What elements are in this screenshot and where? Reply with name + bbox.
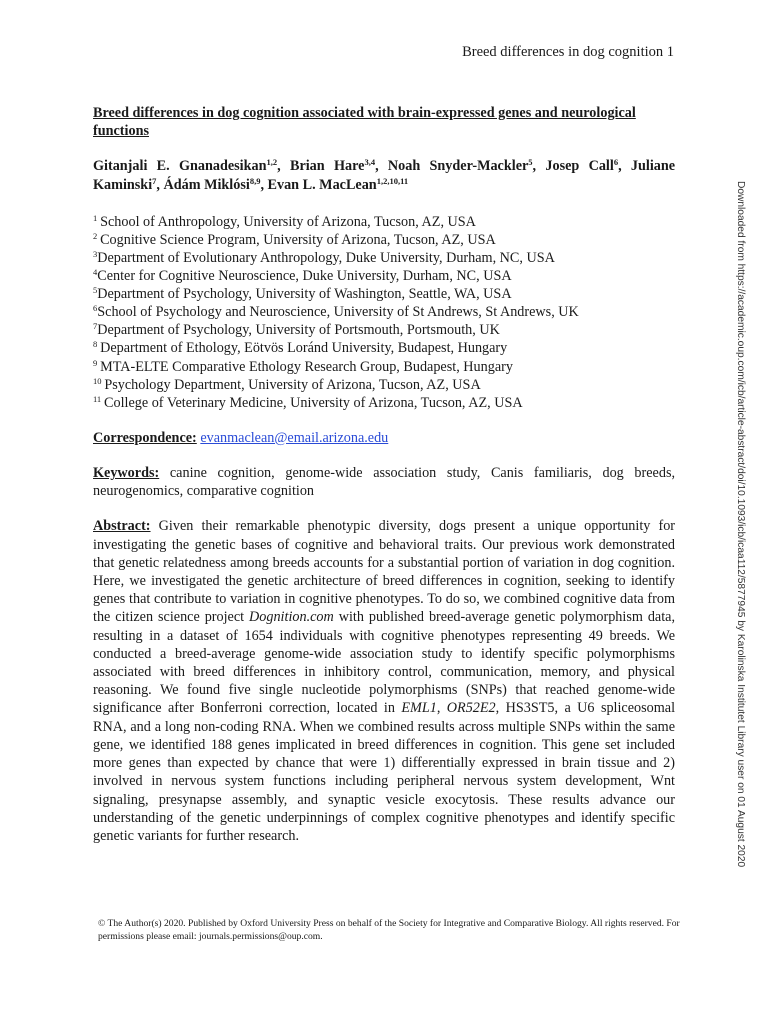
affiliation: $^1$ School of Anthropology, University of Arizona, Tucson, AZ, USA: [93, 212, 476, 230]
author: Josep Call: [545, 158, 614, 175]
author-affil-ref: 6: [613, 157, 619, 168]
affiliation: $^4$Center for Cognitive Neuroscience, Duke University, Durham, NC, USA: [93, 267, 512, 285]
paper-title: Breed differences in dog cognition associated with brain-expressed genes and neurological functions: [93, 105, 636, 140]
affiliation: $^3$Department of Evolutionary Anthropology, Duke University, Durham, NC, USA: [93, 249, 555, 266]
author: Evan L. MacLean: [267, 176, 377, 193]
author-affil-ref: 1,2: [266, 157, 278, 168]
author-affil-ref: 7: [152, 175, 157, 186]
correspondence-email-link[interactable]: evanmaclean@email.arizona.edu: [200, 429, 389, 446]
author-affil-ref: 1,2,10,11: [376, 175, 409, 186]
author: Juliane Kaminski: [93, 158, 676, 193]
author: Ádám Miklósi: [163, 176, 250, 193]
author: Gitanjali E. Gnanadesikan: [93, 158, 267, 175]
author-affil-ref: 5: [528, 157, 533, 168]
keywords-text: canine cognition, genome-wide association study, Canis familiaris, dog breeds, neurogenomics, comparative cognition: [93, 465, 676, 500]
keywords-label: Keywords:: [93, 465, 160, 482]
gene-name: EML1: [401, 700, 437, 717]
author-affil-ref: 8,9: [249, 175, 261, 186]
abstract: Abstract: Given their remarkable phenotypic diversity, dogs present a unique opportunity for investigating the genetic bases of cognitive and behavioral traits. Our previous work demonstrated that genetic relatedness among breeds accounts for a substantial portion of variation in dog cognition. Here, we investigated the genetic architecture of breed differences in cognition, seeking to identify genes that contribute to variation in cognitive phenotypes. To do so, we combined cognitive data from the citizen science project Dognition.com with published breed-average genetic polymorphism data, resulting in a dataset of 1654 individuals with cognitive phenotypes representing 49 breeds. We conducted a breed-average genome-wide association study to identify specific polymorphisms associated with breed differences in inhibitory control, communication, memory, and physical reasoning. We found five single nucleotide polymorphisms (SNPs) that reached genome-wide significance after Bonferroni correction, located in EML1, OR52E2, HS3ST5, a U6 spliceosomal RNA, and a long non-coding RNA. When we combined results across multiple SNPs within the same gene, we identified 188 genes implicated in breed differences in cognition. This gene set included more genes than expected by chance that were 1) differentially expressed in brain tissue and 2) involved in nervous system functions including peripheral nervous system development, Wnt signaling, presynapse assembly, and synaptic vesicle exocytosis. These results advance our understanding of the genetic underpinnings of complex cognitive phenotypes and identify specific genetic variants for further research.: [93, 518, 676, 844]
affiliation: $^5$Department of Psychology, University of Washington, Seattle, WA, USA: [93, 285, 512, 303]
author: Noah Snyder-Mackler: [387, 158, 529, 175]
author-list: Gitanjali E. Gnanadesikan$^{1,2}$, Brian Hare$^{3,4}$, Noah Snyder-Mackler$^5$, Josep Call$^6$, Juliane Kaminski$^7$, Ádám Miklósi$^{8,9}$, Evan L. MacLean$^{1,2,10,11}$: [93, 157, 676, 193]
running-head: Breed differences in dog cognition 1: [462, 44, 674, 60]
author-affil-ref: 3,4: [364, 157, 376, 168]
affiliation: $^6$School of Psychology and Neuroscience, University of St Andrews, St Andrews, UK: [93, 303, 579, 321]
affiliation: $^2$ Cognitive Science Program, University of Arizona, Tucson, AZ, USA: [93, 230, 496, 248]
site-name: Dognition.com: [249, 609, 334, 626]
correspondence-label: Correspondence:: [93, 429, 197, 446]
gene-name: OR52E2: [446, 700, 496, 717]
abstract-label: Abstract:: [93, 518, 151, 535]
affiliation: $^8$ Department of Ethology, Eötvös Loránd University, Budapest, Hungary: [93, 339, 508, 357]
affiliation-list: [93, 213, 675, 412]
paper-content: [93, 104, 675, 845]
affiliation: $^7$Department of Psychology, University of Portsmouth, Portsmouth, UK: [93, 321, 500, 339]
affiliation: $^{10}$ Psychology Department, University of Arizona, Tucson, AZ, USA: [93, 375, 481, 393]
keywords: [93, 464, 675, 500]
author: Brian Hare: [289, 158, 365, 175]
affiliation: $^9$ MTA-ELTE Comparative Ethology Research Group, Budapest, Hungary: [93, 357, 513, 375]
copyright-footer: © The Author(s) 2020. Published by Oxford University Press on behalf of the Society for Integrative and Comparative Biology. All rights reserved. For permissions please email: journals.permissions@oup.com.: [98, 918, 680, 942]
correspondence: [93, 429, 675, 447]
download-watermark: Downloaded from https://academic.oup.com/icb/article-abstract/doi/10.1093/icb/icaa112/5877945 by Karolinska Institutet Library user on 01 August 2020: [735, 181, 746, 868]
affiliation: $^{11}$ College of Veterinary Medicine, University of Arizona, Tucson, AZ, USA: [93, 393, 523, 411]
